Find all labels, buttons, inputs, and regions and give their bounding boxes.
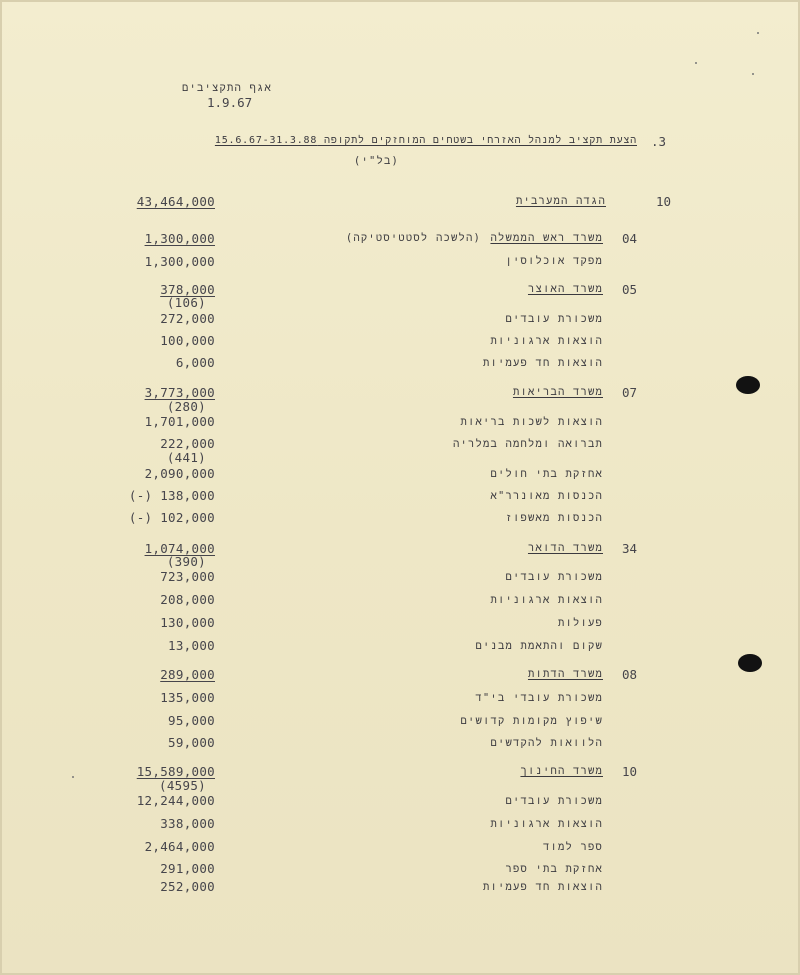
staff-count: (280) (166, 399, 206, 414)
staff-count: (390) (166, 554, 206, 569)
line-label: הכנסות מאונרר"א (490, 490, 603, 502)
line-label: משכורת עובדים (505, 795, 603, 807)
staff-count: (106) (166, 295, 206, 310)
staff-count: (441) (166, 450, 206, 465)
line-amount: 1,300,000 (144, 254, 215, 269)
paper-speck (757, 32, 759, 34)
ministry-name: משרד הדתות (527, 668, 603, 680)
line-amount: 338,000 (160, 816, 215, 831)
line-amount: 13,000 (168, 638, 215, 653)
line-amount: 723,000 (160, 569, 215, 584)
line-label: הלוואות להקדשים (490, 737, 603, 749)
line-label: הוצאות ארגוניות (490, 594, 603, 606)
line-label: אחזקת בתי ספר (505, 863, 603, 875)
ministry-code: 10 (656, 194, 672, 209)
line-label: שיפוץ מקומות קדושים (460, 715, 603, 727)
line-label: הוצאות חד פעמיות (482, 357, 603, 369)
line-amount: (-) 138,000 (128, 488, 215, 503)
ministry-code: 05 (622, 282, 638, 297)
line-amount: 291,000 (160, 861, 215, 876)
ministry-total: 289,000 (160, 667, 215, 682)
punch-hole-bottom (738, 654, 762, 672)
ministry-code: 08 (622, 667, 638, 682)
line-amount: (-) 102,000 (128, 510, 215, 525)
line-amount: 2,464,000 (144, 839, 215, 854)
ministry-code: 04 (622, 231, 638, 246)
ministry-name: משרד הבריאות (512, 386, 603, 398)
line-amount: 59,000 (168, 735, 215, 750)
line-label: מפקד אוכלוסין (505, 255, 603, 267)
line-label: ספר למוד (542, 841, 603, 853)
line-label: תברואה ומלחמה במלריה (452, 438, 603, 450)
staff-count: (4595) (159, 778, 206, 793)
ministry-code: 10 (622, 764, 638, 779)
line-label: שקום והתאמת מבנים (475, 640, 603, 652)
ministry-note: (הלשכה לסטטיסטיקה) (345, 232, 481, 244)
document-date: 1.9.67 (207, 95, 253, 110)
ministry-name: משרד החינוך (520, 765, 603, 777)
ministry-code: 07 (622, 385, 638, 400)
paper-speck (695, 62, 697, 64)
line-label: משכורת עובדים (505, 571, 603, 583)
ministry-total: 1,074,000 (144, 541, 215, 556)
line-amount: 100,000 (160, 333, 215, 348)
ministry-total: 1,300,000 (144, 231, 215, 246)
line-label: משכורת עובדי בי"ד (475, 692, 603, 704)
line-amount: 95,000 (168, 713, 215, 728)
line-label: הוצאות ארגוניות (490, 335, 603, 347)
line-amount: 272,000 (160, 311, 215, 326)
ministry-total: 43,464,000 (136, 194, 215, 209)
line-amount: 130,000 (160, 615, 215, 630)
line-label: הוצאות לשכות בריאות (460, 416, 603, 428)
line-amount: 12,244,000 (136, 793, 215, 808)
line-label: אחזקת בתי חולים (490, 468, 603, 480)
ministry-name: משרד הדואר (527, 542, 603, 554)
line-label: פעולות (557, 617, 603, 629)
line-label: משכורת עובדים (505, 313, 603, 325)
ministry-total: 378,000 (160, 282, 215, 297)
punch-hole-top (736, 376, 760, 394)
line-label: הוצאות חד פעמיות (482, 881, 603, 893)
line-amount: 222,000 (160, 436, 215, 451)
line-amount: 6,000 (175, 355, 215, 370)
ministry-name: משרד האוצר (527, 283, 603, 295)
ministry-name: משרד ראש הממשלה (490, 232, 603, 244)
ministry-total: 3,773,000 (144, 385, 215, 400)
line-amount: 1,701,000 (144, 414, 215, 429)
ministry-name: הגדה המערבית (515, 195, 606, 207)
ministry-code: 34 (622, 541, 638, 556)
line-label: הוצאות ארגוניות (490, 818, 603, 830)
paper-speck (72, 776, 74, 778)
line-amount: 252,000 (160, 879, 215, 894)
section-number: .3 (651, 134, 667, 149)
department-name: אגף התקציבים (181, 82, 272, 94)
line-amount: 135,000 (160, 690, 215, 705)
section-title: הצעת תקציב למנהל האזרחי בשטחים המוחזקים לתקופה 15.6.67-31.3.88 (214, 135, 637, 146)
currency-unit: (בל"י) (353, 155, 399, 167)
line-label: הכנסות מאשפוז (505, 512, 603, 524)
ministry-total: 15,589,000 (136, 764, 215, 779)
line-amount: 2,090,000 (144, 466, 215, 481)
line-amount: 208,000 (160, 592, 215, 607)
paper-speck (752, 73, 754, 75)
